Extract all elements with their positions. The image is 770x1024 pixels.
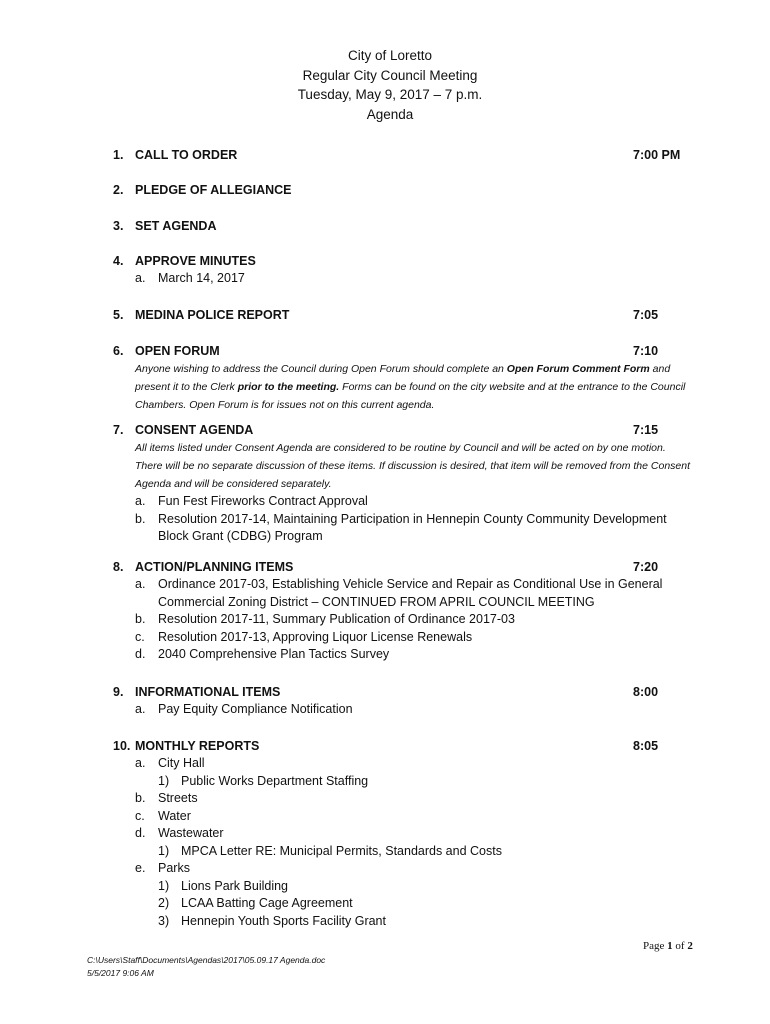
agenda-item-consent [113, 421, 691, 546]
page-number: Page 1 of 2 [643, 940, 693, 952]
sub-item: a. Pay Equity Compliance Notification [135, 702, 353, 716]
sub-item: a. March 14, 2017 [135, 271, 245, 285]
agenda-item-police-report [113, 306, 685, 324]
item-number: 6. [113, 344, 124, 358]
agenda-item-pledge [113, 181, 685, 199]
agenda-item-informational [113, 683, 685, 719]
item-number: 5. [113, 308, 124, 322]
item-title: SET AGENDA [135, 219, 217, 233]
item-title: OPEN FORUM [135, 344, 220, 358]
sub-item: b. Resolution 2017-14, Maintaining Participation in Hennepin County Community Development Block Grant (CDBG) Program [135, 511, 667, 543]
sub-sub-item: 1) Public Works Department Staffing [158, 773, 369, 788]
item-time: 7:05 [633, 308, 659, 322]
item-title: PLEDGE OF ALLEGIANCE [135, 183, 292, 197]
agenda-item-set-agenda [113, 217, 685, 235]
agenda-item-open-forum [113, 342, 685, 414]
sub-sub-item: 1) MPCA Letter RE: Municipal Permits, Standards and Costs [158, 843, 502, 858]
item-time: 7:10 [633, 344, 659, 358]
document-footer [87, 954, 325, 980]
item-number: 3. [113, 219, 124, 233]
open-forum-note: Anyone wishing to address the Council during Open Forum should complete an Open Forum Comment Form and present it to the Clerk prior to the meeting. Forms can be found on the city website and at the entrance to the Council Chambers. Open Forum is for issues not on this current agenda. [135, 363, 686, 411]
sub-sub-item: 3) Hennepin Youth Sports Facility Grant [158, 913, 386, 928]
sub-item: a. City Hall [135, 756, 205, 770]
item-time: 7:00 PM [633, 148, 681, 162]
item-number: 4. [113, 254, 124, 268]
item-title: CALL TO ORDER [135, 148, 238, 162]
item-title: CONSENT AGENDA [135, 423, 254, 437]
agenda-header [0, 46, 770, 124]
item-time: 7:20 [633, 560, 659, 574]
item-title: MEDINA POLICE REPORT [135, 308, 290, 322]
item-title: MONTHLY REPORTS [135, 739, 260, 753]
sub-item: b. Streets [135, 791, 198, 805]
item-title: APPROVE MINUTES [135, 254, 256, 268]
item-time: 7:15 [633, 423, 659, 437]
sub-sub-item: 1) Lions Park Building [158, 878, 289, 893]
agenda-item-monthly-reports [113, 737, 685, 930]
file-date: 5/5/2017 9:06 AM [87, 968, 154, 978]
item-number: 9. [113, 685, 124, 699]
sub-item: b. Resolution 2017-11, Summary Publication of Ordinance 2017-03 [135, 612, 515, 626]
item-number: 8. [113, 560, 124, 574]
item-time: 8:00 [633, 685, 659, 699]
sub-item: a. Fun Fest Fireworks Contract Approval [135, 494, 368, 508]
document-title: Agenda [366, 106, 414, 122]
sub-item: d. Wastewater [135, 826, 224, 840]
meeting-date: Tuesday, May 9, 2017 – 7 p.m. [297, 87, 483, 102]
item-number: 10. [113, 739, 131, 753]
item-number: 7. [113, 423, 124, 437]
sub-item: c. Water [135, 808, 191, 823]
sub-item: e. Parks [135, 861, 190, 875]
agenda-item-call-to-order [113, 146, 685, 164]
item-number: 1. [113, 148, 124, 162]
consent-note: All items listed under Consent Agenda are considered to be routine by Council and will be acted on by one motion. There will be no separate discussion of these items. If discussion is desired, that item will be removed from the Consent Agenda and will be considered separately. [135, 442, 691, 490]
sub-item: c. Resolution 2017-13, Approving Liquor License Renewals [135, 629, 473, 644]
sub-item: a. Ordinance 2017-03, Establishing Vehicle Service and Repair as Conditional Use in General Commercial Zoning District – CONTINUED FROM APRIL COUNCIL MEETING [135, 577, 663, 609]
item-title: ACTION/PLANNING ITEMS [135, 560, 294, 574]
sub-sub-item: 2) LCAA Batting Cage Agreement [158, 896, 353, 910]
item-time: 8:05 [633, 739, 659, 753]
sub-item: d. 2040 Comprehensive Plan Tactics Survey [135, 647, 390, 661]
item-title: INFORMATIONAL ITEMS [135, 685, 281, 699]
agenda-item-action-planning [113, 558, 685, 664]
meeting-type: Regular City Council Meeting [302, 67, 478, 83]
file-path: C:\Users\Staff\Documents\Agendas\2017\05.09.17 Agenda.doc [87, 955, 326, 965]
city-name: City of Loretto [347, 48, 433, 63]
item-number: 2. [113, 183, 124, 197]
agenda-item-approve-minutes [113, 252, 685, 288]
